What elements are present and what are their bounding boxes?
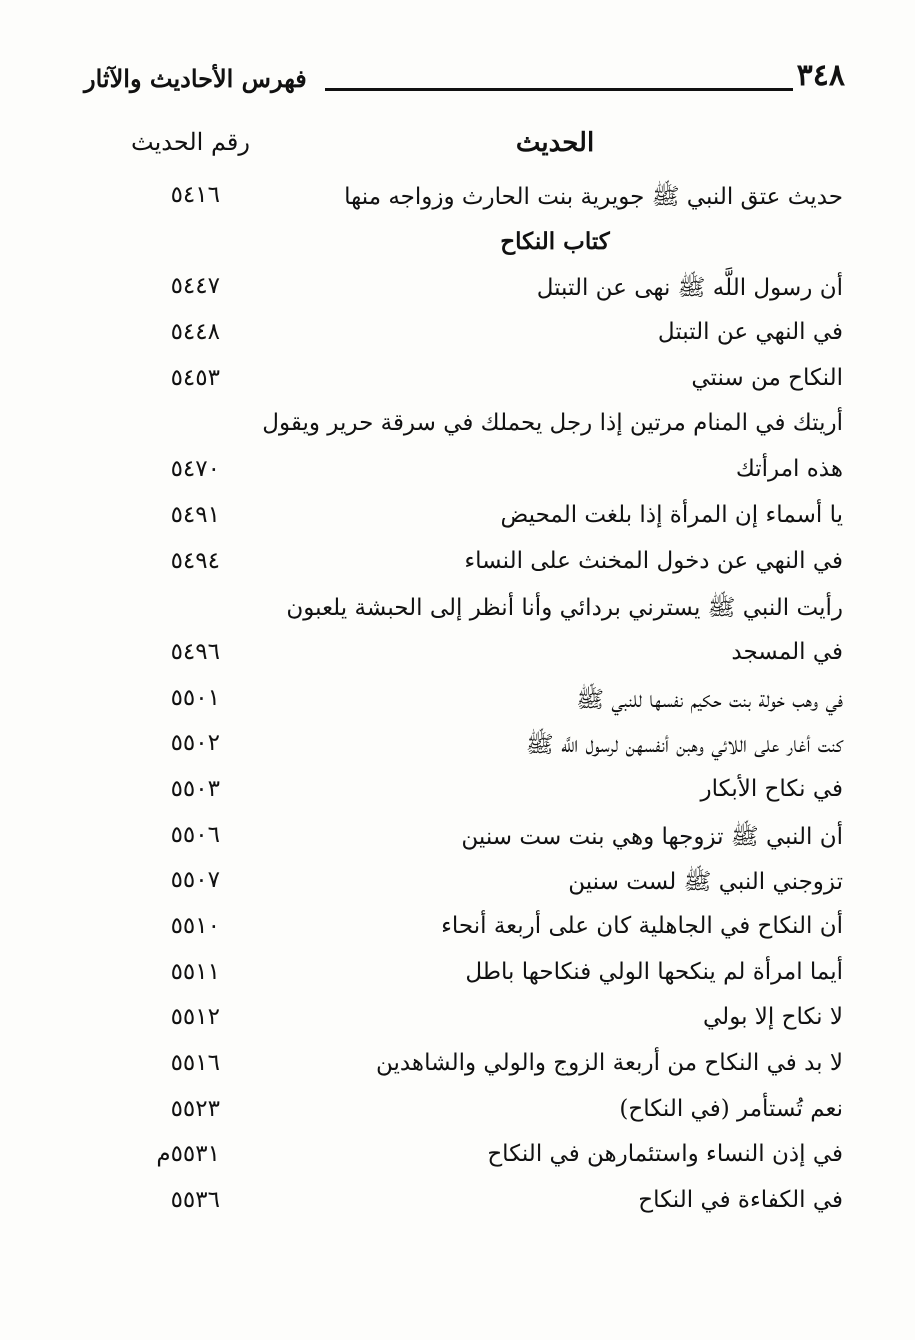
hadith-text: في النهي عن دخول المخنث على النساء xyxy=(464,547,843,574)
index-row xyxy=(0,176,915,222)
running-title: فهرس الأحاديث والآثار xyxy=(84,64,307,93)
hadith-number: ٥٤٥٣ xyxy=(170,364,220,391)
hadith-text: أيما امرأة لم ينكحها الولي فنكاحها باطل xyxy=(465,958,843,985)
hadith-text: في إذن النساء واستئمارهن في النكاح xyxy=(487,1141,843,1168)
index-row xyxy=(0,542,915,588)
index-row xyxy=(0,1181,915,1227)
hadith-number: ٥٥٠٦ xyxy=(170,821,220,848)
hadith-text: أن النبي ﷺ تزوجها وهي بنت ست سنين xyxy=(461,823,843,850)
hadith-number: ٥٥٢٣ xyxy=(170,1095,220,1122)
hadith-number: ٥٥١٢ xyxy=(170,1004,220,1031)
index-row xyxy=(0,587,915,633)
hadith-text: لا نكاح إلا بولي xyxy=(703,1004,843,1031)
hadith-number: ٥٥١٦ xyxy=(170,1050,220,1077)
hadith-text: تزوجني النبي ﷺ لست سنين xyxy=(568,869,843,896)
index-row xyxy=(0,359,915,405)
index-row xyxy=(0,907,915,953)
hadith-text: النكاح من سنتي xyxy=(691,364,843,391)
header-rule xyxy=(325,88,793,91)
index-row xyxy=(0,724,915,770)
index-row xyxy=(0,861,915,907)
hadith-number: ٥٥٠٣ xyxy=(170,775,220,802)
page-number: ٣٤٨ xyxy=(796,58,845,93)
hadith-number: ٥٤١٦ xyxy=(170,182,220,208)
hadith-text: أن النكاح في الجاهلية كان على أربعة أنحاء xyxy=(441,913,843,939)
index-row xyxy=(0,953,915,999)
hadith-text: أن رسول اللَّه ﷺ نهى عن التبتل xyxy=(536,275,843,302)
section-heading: كتاب النكاح xyxy=(500,227,610,255)
hadith-text: في وهب خولة بنت حكيم نفسها للنبي ﷺ xyxy=(576,686,843,713)
index-row xyxy=(0,770,915,816)
index-list xyxy=(0,176,915,1227)
hadith-text: نعم تُستأمر (في النكاح) xyxy=(619,1095,843,1122)
column-header-number: رقم الحديث xyxy=(131,128,250,156)
hadith-number: ٥٥٣١م xyxy=(156,1141,220,1168)
index-row xyxy=(0,267,915,313)
hadith-number: ٥٤٤٧ xyxy=(170,273,220,300)
hadith-text: كنت أغار على اللائي وهبن أنفسهن لرسول اللَّه ﷺ xyxy=(525,732,843,759)
column-header-hadith: الحديث xyxy=(515,128,595,158)
hadith-number: ٥٥٠٢ xyxy=(170,730,220,757)
hadith-number: ٥٤٩٦ xyxy=(170,638,220,665)
section-heading-row xyxy=(0,222,915,268)
index-row xyxy=(0,1135,915,1181)
index-row xyxy=(0,404,915,450)
index-row xyxy=(0,313,915,359)
hadith-number: ٥٥٣٦ xyxy=(170,1187,220,1214)
hadith-text: رأيت النبي ﷺ يسترني بردائي وأنا أنظر إلى الحبشة يلعبون xyxy=(286,595,843,622)
index-row xyxy=(0,679,915,725)
hadith-number: ٥٥١١ xyxy=(170,958,220,985)
hadith-number: ٥٤٩٤ xyxy=(170,547,220,574)
hadith-text: يا أسماء إن المرأة إذا بلغت المحيض xyxy=(500,501,843,528)
hadith-number: ٥٤٤٨ xyxy=(170,319,220,346)
hadith-text: أريتك في المنام مرتين إذا رجل يحملك في سرقة حرير ويقول xyxy=(262,410,843,437)
index-row xyxy=(0,1090,915,1136)
hadith-number: ٥٥٠٧ xyxy=(170,867,220,894)
hadith-text: في الكفاءة في النكاح xyxy=(638,1187,843,1214)
hadith-text: هذه امرأتك xyxy=(735,456,843,483)
index-row xyxy=(0,496,915,542)
hadith-number: ٥٤٧٠ xyxy=(170,456,220,483)
hadith-text: لا بد في النكاح من أربعة الزوج والولي والشاهدين xyxy=(375,1050,843,1077)
hadith-number: ٥٤٩١ xyxy=(170,501,220,528)
hadith-number: ٥٥٠١ xyxy=(170,684,220,711)
hadith-text: حديث عتق النبي ﷺ جويرية بنت الحارث وزواجه منها xyxy=(344,184,843,210)
hadith-number: ٥٥١٠ xyxy=(170,913,220,939)
index-row xyxy=(0,450,915,496)
index-row xyxy=(0,816,915,862)
hadith-text: في نكاح الأبكار xyxy=(700,775,843,802)
hadith-text: في المسجد xyxy=(731,638,843,665)
index-row xyxy=(0,998,915,1044)
hadith-text: في النهي عن التبتل xyxy=(657,319,843,346)
index-row xyxy=(0,633,915,679)
index-row xyxy=(0,1044,915,1090)
